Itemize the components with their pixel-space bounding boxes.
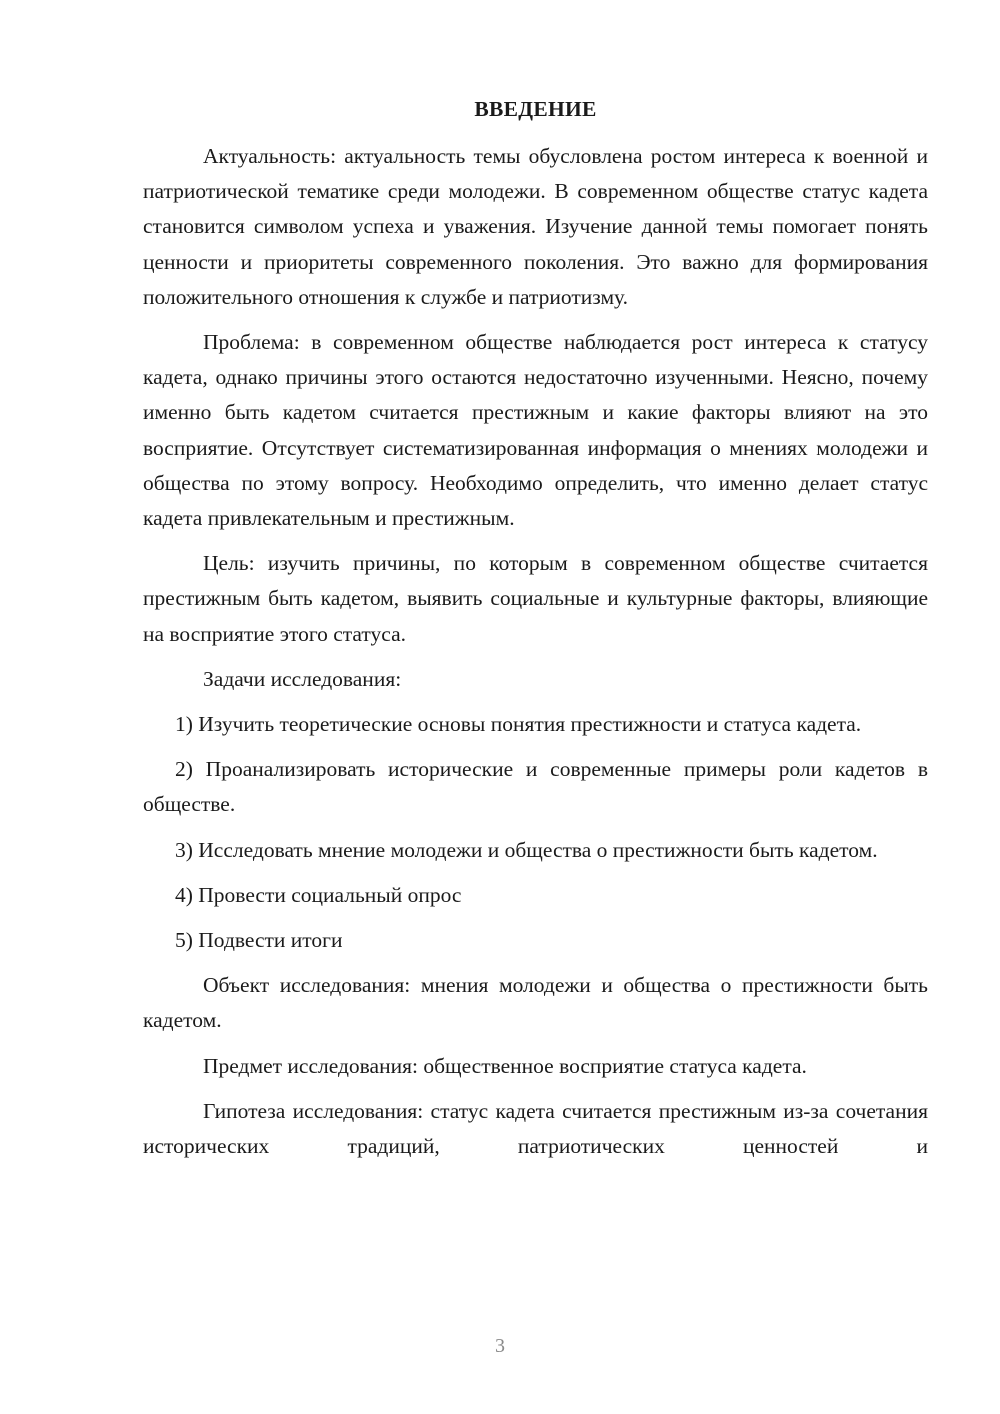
document-page xyxy=(143,92,928,1164)
task-item-2: 2) Проанализировать исторические и современные примеры роли кадетов в обществе. xyxy=(143,757,928,817)
task-item-4: 4) Провести социальный опрос xyxy=(175,882,462,907)
relevance-paragraph: Актуальность: актуальность темы обусловлена ростом интереса к военной и патриотической тематике среди молодежи. В современном обществе статус кадета становится символом успеха и уважения. Изучение данной темы помогает понять ценности и приоритеты современного поколения. Это важно для формирования положительного отношения к службе и патриотизму. xyxy=(143,144,928,309)
hypothesis-paragraph: Гипотеза исследования: статус кадета считается престижным из-за сочетания исторических традиций, патриотических ценностей и xyxy=(143,1098,928,1159)
section-title: ВВЕДЕНИЕ xyxy=(474,97,597,121)
problem-paragraph: Проблема: в современном обществе наблюдается рост интереса к статусу кадета, однако причины этого остаются недостаточно изученными. Неясно, почему именно быть кадетом считается престижным и какие факторы влияют на это восприятие. Отсутствует систематизированная информация о мнениях молодежи и общества по этому вопросу. Необходимо определить, что именно делает статус кадета привлекательным и престижным. xyxy=(143,330,928,531)
task-item-5: 5) Подвести итоги xyxy=(175,928,343,953)
subject-paragraph: Предмет исследования: общественное восприятие статуса кадета. xyxy=(203,1053,807,1078)
page-number: 3 xyxy=(495,1335,505,1357)
object-paragraph: Объект исследования: мнения молодежи и общества о престижности быть кадетом. xyxy=(143,973,928,1033)
task-item-3: 3) Исследовать мнение молодежи и общества о престижности быть кадетом. xyxy=(175,837,878,862)
task-item-1: 1) Изучить теоретические основы понятия престижности и статуса кадета. xyxy=(175,712,862,737)
tasks-heading: Задачи исследования: xyxy=(203,666,402,691)
goal-paragraph: Цель: изучить причины, по которым в современном обществе считается престижным быть кадетом, выявить социальные и культурные факторы, влияющие на восприятие этого статуса. xyxy=(143,551,928,646)
